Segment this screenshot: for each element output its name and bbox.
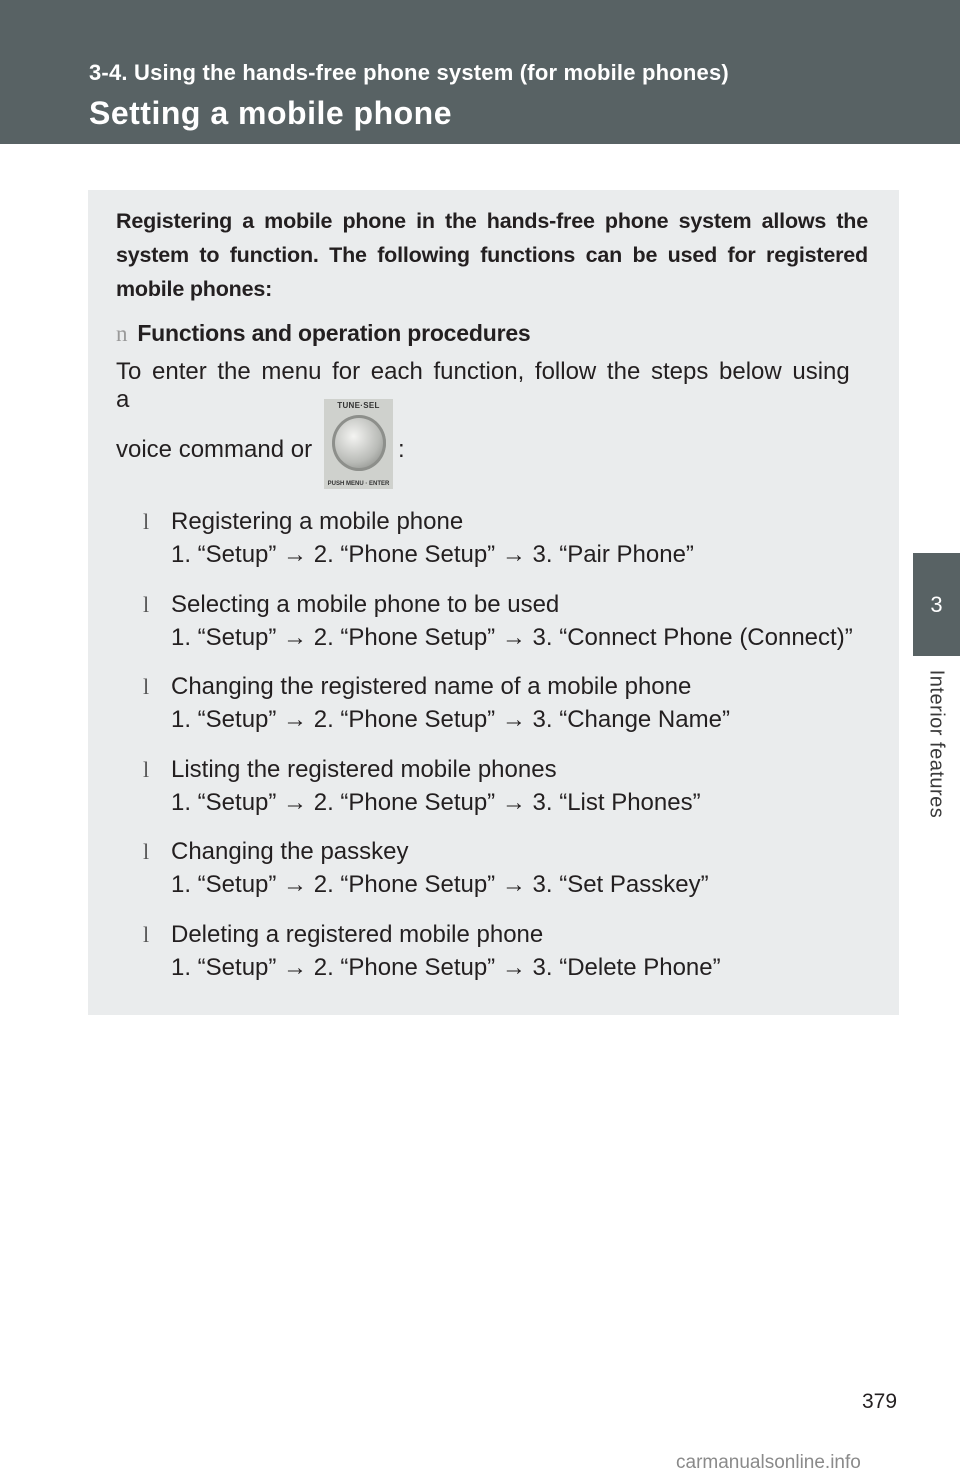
tune-sel-knob-icon xyxy=(324,399,393,489)
procedure-item xyxy=(143,508,883,591)
procedure-list xyxy=(143,508,883,1004)
procedure-item xyxy=(143,921,883,1004)
procedure-title-row xyxy=(143,508,883,541)
bullet-icon: l xyxy=(143,756,150,782)
info-panel xyxy=(88,190,899,1015)
procedure-title: Selecting a mobile phone to be used xyxy=(171,590,560,618)
bullet-icon: l xyxy=(143,839,150,865)
section-label: 3-4. Using the hands-free phone system (for mobile phones) xyxy=(89,60,729,85)
voice-command-text: voice command or xyxy=(116,436,313,463)
procedure-item xyxy=(143,673,883,756)
procedure-path: 1. “Setup” → 2. “Phone Setup” → 3. “Set Passkey” xyxy=(171,871,709,899)
page-title: Setting a mobile phone xyxy=(89,95,453,131)
subheading-text: Functions and operation procedures xyxy=(137,320,531,346)
procedure-title: Listing the registered mobile phones xyxy=(171,755,557,783)
procedure-path: 1. “Setup” → 2. “Phone Setup” → 3. “List Phones” xyxy=(171,788,701,816)
instruction-text: To enter the menu for each function, follow the steps below using a xyxy=(116,358,850,413)
procedure-title: Changing the registered name of a mobile phone xyxy=(171,673,692,701)
procedure-path: 1. “Setup” → 2. “Phone Setup” → 3. “Change Name” xyxy=(171,706,730,734)
intro-text: Registering a mobile phone in the hands-free phone system allows the system to function. The following functions can be used for registered mobile phones: xyxy=(116,209,868,301)
procedure-path: 1. “Setup” → 2. “Phone Setup” → 3. “Delete Phone” xyxy=(171,953,721,981)
procedure-item xyxy=(143,756,883,839)
square-bullet-icon: n xyxy=(116,321,128,346)
procedure-title-row xyxy=(143,591,883,624)
procedure-item xyxy=(143,591,883,674)
knob-top-label: TUNE·SEL xyxy=(337,401,380,410)
watermark: carmanualsonline.info xyxy=(676,1452,861,1473)
procedure-title-row xyxy=(143,673,883,706)
procedure-title-row xyxy=(143,838,883,871)
knob-bottom-label: PUSH MENU · ENTER xyxy=(327,481,390,487)
procedure-item xyxy=(143,838,883,921)
page-header xyxy=(0,0,960,144)
knob-dial xyxy=(332,415,386,471)
bullet-icon: l xyxy=(143,509,150,534)
subheading xyxy=(116,320,531,347)
procedure-title: Registering a mobile phone xyxy=(171,508,464,535)
procedure-path: 1. “Setup” → 2. “Phone Setup” → 3. “Connect Phone (Connect)” xyxy=(171,623,853,651)
procedure-title: Deleting a registered mobile phone xyxy=(171,920,544,948)
bullet-icon: l xyxy=(143,921,150,947)
procedure-title-row xyxy=(143,921,883,954)
bullet-icon: l xyxy=(143,674,150,700)
chapter-number: 3 xyxy=(930,591,943,617)
procedure-path: 1. “Setup” → 2. “Phone Setup” → 3. “Pair Phone” xyxy=(171,541,694,568)
colon-text: : xyxy=(398,436,405,463)
procedure-title: Changing the passkey xyxy=(171,838,409,866)
chapter-tab xyxy=(913,553,960,656)
procedure-title-row xyxy=(143,756,883,789)
page-number: 379 xyxy=(862,1390,898,1413)
bullet-icon: l xyxy=(143,591,150,617)
chapter-label: Interior features xyxy=(925,669,948,819)
